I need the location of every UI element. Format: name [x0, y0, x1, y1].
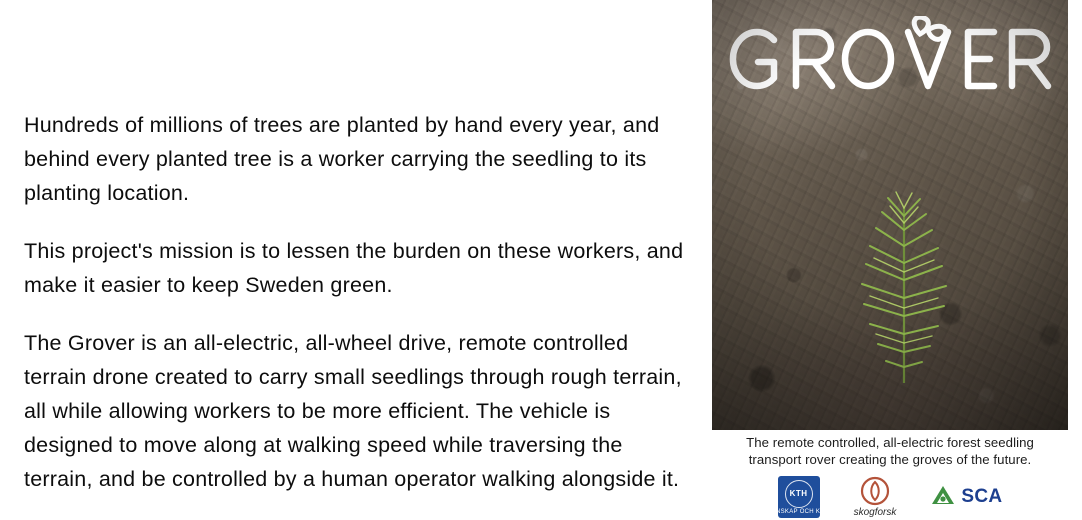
sca-mark-icon [930, 484, 956, 510]
paragraph-3: The Grover is an all-electric, all-wheel drive, remote controlled terrain drone created to carry small seedlings through rough terrain, all while allowing workers to be more efficient. The vehicle is designed to move along at walking speed while traversing the terrain, and be controlled by a human operator walking alongside it. [24, 331, 682, 491]
paragraph-2: This project's mission is to lessen the burden on these workers, and make it easier to keep Sweden green. [24, 239, 684, 297]
sca-label: SCA [961, 486, 1003, 507]
sponsor-logo-row [712, 474, 1068, 520]
image-panel [712, 0, 1068, 520]
photo-vignette [712, 0, 1068, 430]
kth-sub-label: VETENSKAP OCH KONST [759, 508, 839, 515]
skogforsk-label: skogforsk [853, 507, 897, 518]
text-column [24, 108, 696, 496]
image-caption [712, 430, 1068, 474]
caption-line-1: The remote controlled, all-electric forest seedling [746, 435, 1034, 450]
kth-crest-text: KTH [785, 480, 813, 508]
skogforsk-logo [854, 476, 897, 518]
paragraph-1: Hundreds of millions of trees are planted by hand every year, and behind every planted tree is a worker carrying the seedling to its planting location. [24, 113, 660, 205]
caption-line-2: transport rover creating the groves of the future. [748, 452, 1032, 467]
sca-logo [930, 484, 1002, 510]
forest-soil-photo [712, 0, 1068, 430]
skogforsk-mark-icon [860, 476, 890, 506]
kth-logo [759, 476, 839, 518]
